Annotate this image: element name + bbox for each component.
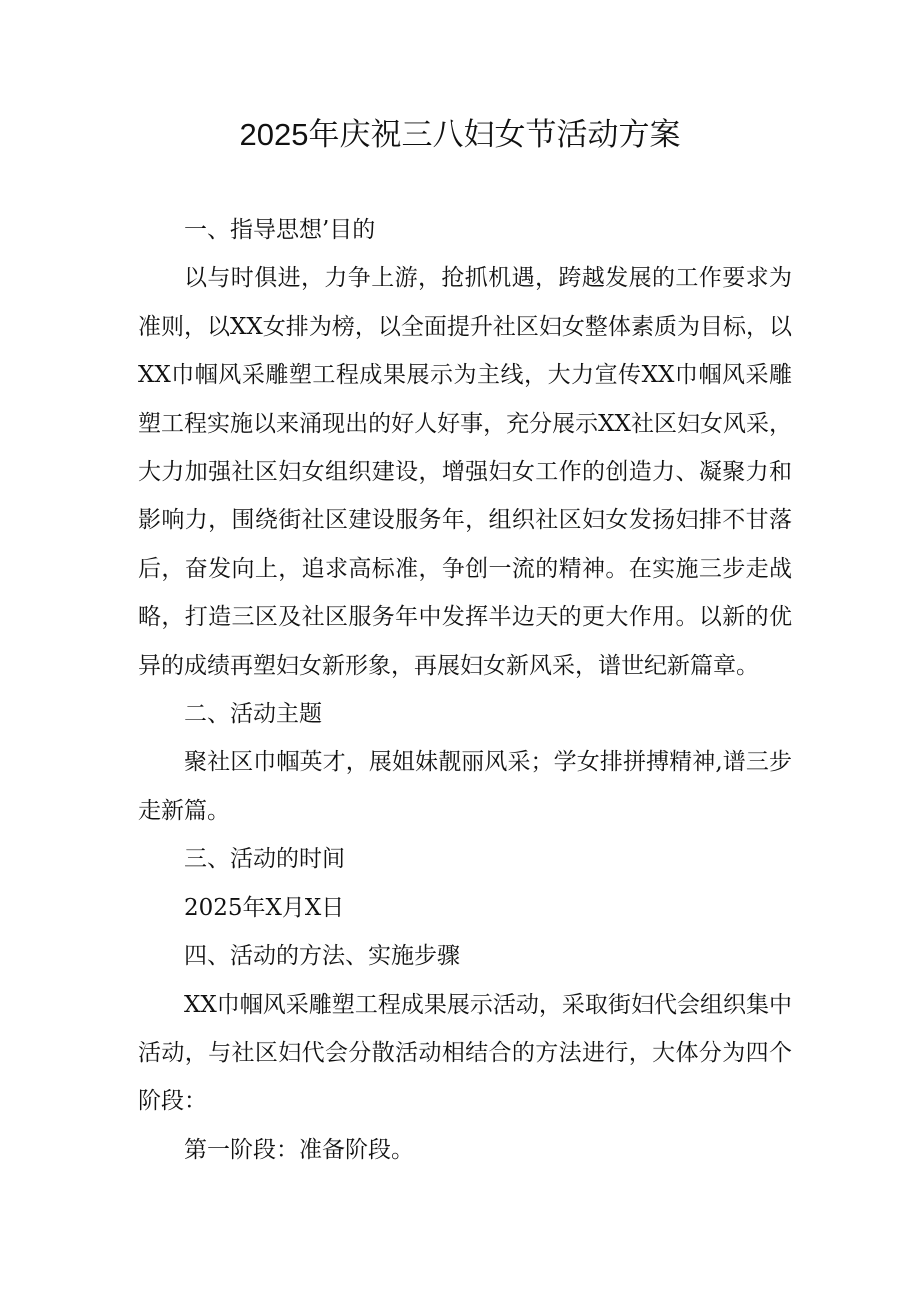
paragraph-activity-theme-text: 聚社区巾帼英才，展姐妹靓丽风采；学女排拼搏精神,谱三步走新篇。 bbox=[138, 749, 792, 824]
paragraph-phase-one: 第一阶段：准备阶段。 bbox=[184, 1136, 414, 1163]
section-heading-activity-theme: 二、活动主题 bbox=[184, 701, 322, 728]
paragraph-guiding-ideology-text: 以与时俱进，力争上游，抢抓机遇，跨越发展的工作要求为准则，以XX女排为榜，以全面提升社区妇女整体素质为目标，以XX巾帼风采雕塑工程成果展示为主线，大力宣传XX巾帼风采雕塑工程实施以来涌现出的好人好事，充分展示XX社区妇女风采，大力加强社区妇女组织建设，增强妇女工作的创造力、凝聚力和影响力，围绕街社区建设服务年，组织社区妇女发扬妇排不甘落后，奋发向上，追求高标准，争创一流的精神。在实施三步走战略，打造三区及社区服务年中发挥半边天的更大作用。以新的优异的成绩再塑妇女新形象，再展妇女新风采，谱世纪新篇章。 bbox=[138, 265, 792, 679]
section-heading-activity-time: 三、活动的时间 bbox=[184, 846, 345, 873]
paragraph-activity-date: 2025年X月X日 bbox=[184, 894, 345, 921]
document-title: 2025年庆祝三八妇女节活动方案 bbox=[239, 117, 681, 152]
section-heading-guiding-ideology: 一、指导思想’目的 bbox=[184, 217, 376, 243]
document-body bbox=[138, 206, 792, 1174]
paragraph-methods-text: XX巾帼风采雕塑工程成果展示活动，采取街妇代会组织集中活动，与社区妇代会分散活动相结合的方法进行，大体分为四个阶段： bbox=[138, 991, 792, 1115]
section-heading-methods-steps: 四、活动的方法、实施步骤 bbox=[184, 943, 460, 970]
